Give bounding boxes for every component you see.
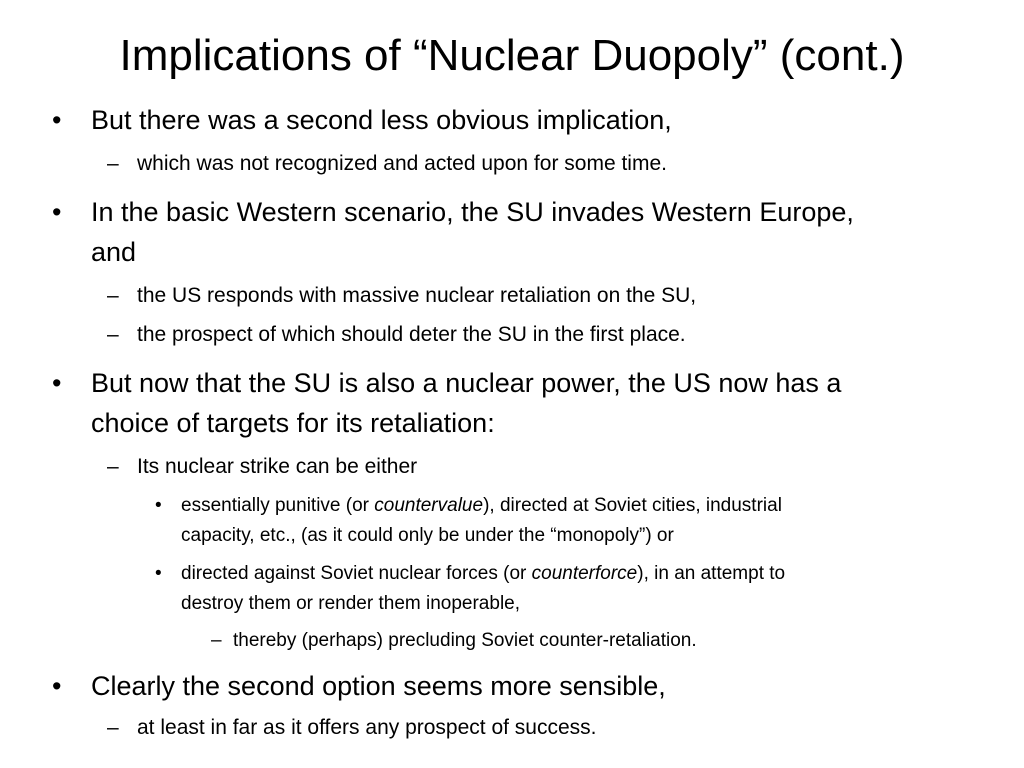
bullet-marker: • xyxy=(52,368,62,398)
bullet-marker: • xyxy=(52,105,62,135)
counterforce-term: counterforce xyxy=(531,563,638,584)
sub-bullet-text: the prospect of which should deter the SU in the first place. xyxy=(137,323,686,346)
sub-sub-bullet-text-continuation: destroy them or render them inoperable, xyxy=(181,593,521,614)
bullet-marker: • xyxy=(52,197,62,227)
sub-bullet-text: the US responds with massive nuclear retaliation on the SU, xyxy=(137,284,697,307)
dash-marker: – xyxy=(211,630,222,651)
bullet-marker: • xyxy=(155,495,162,516)
dash-marker: – xyxy=(107,455,119,478)
dash-marker: – xyxy=(107,284,119,307)
dash-marker: – xyxy=(107,152,119,175)
sub-bullet-text: at least in far as it offers any prospect of success. xyxy=(137,716,597,739)
text-segment: essentially punitive (or xyxy=(181,495,375,516)
bullet-text-continuation: choice of targets for its retaliation: xyxy=(91,408,495,438)
dash-marker: – xyxy=(107,323,119,346)
bullet-text: Clearly the second option seems more sensible, xyxy=(91,671,666,701)
sub-bullet-text: which was not recognized and acted upon for some time. xyxy=(137,152,667,175)
bullet-marker: • xyxy=(155,563,162,584)
sub-sub-bullet-text xyxy=(181,491,782,521)
bullet-text-continuation: and xyxy=(91,237,137,267)
level4-bullet-text: thereby (perhaps) precluding Soviet counter-retaliation. xyxy=(233,630,697,651)
bullet-text: But now that the SU is also a nuclear power, the US now has a xyxy=(91,368,842,398)
bullet-marker: • xyxy=(52,671,62,701)
dash-marker: – xyxy=(107,716,119,739)
text-segment: directed against Soviet nuclear forces (or xyxy=(181,563,532,584)
countervalue-term: countervalue xyxy=(374,495,484,516)
bullet-text: In the basic Western scenario, the SU invades Western Europe, xyxy=(91,197,854,227)
text-segment: ), directed at Soviet cities, industrial xyxy=(483,495,782,516)
bullet-text: But there was a second less obvious implication, xyxy=(91,105,672,135)
sub-sub-bullet-text-continuation: capacity, etc., (as it could only be under the “monopoly”) or xyxy=(181,525,674,546)
slide-title: Implications of “Nuclear Duopoly” (cont.) xyxy=(119,31,905,80)
text-segment: ), in an attempt to xyxy=(637,563,786,584)
sub-sub-bullet-text xyxy=(181,559,785,589)
sub-bullet-text: Its nuclear strike can be either xyxy=(137,455,418,478)
